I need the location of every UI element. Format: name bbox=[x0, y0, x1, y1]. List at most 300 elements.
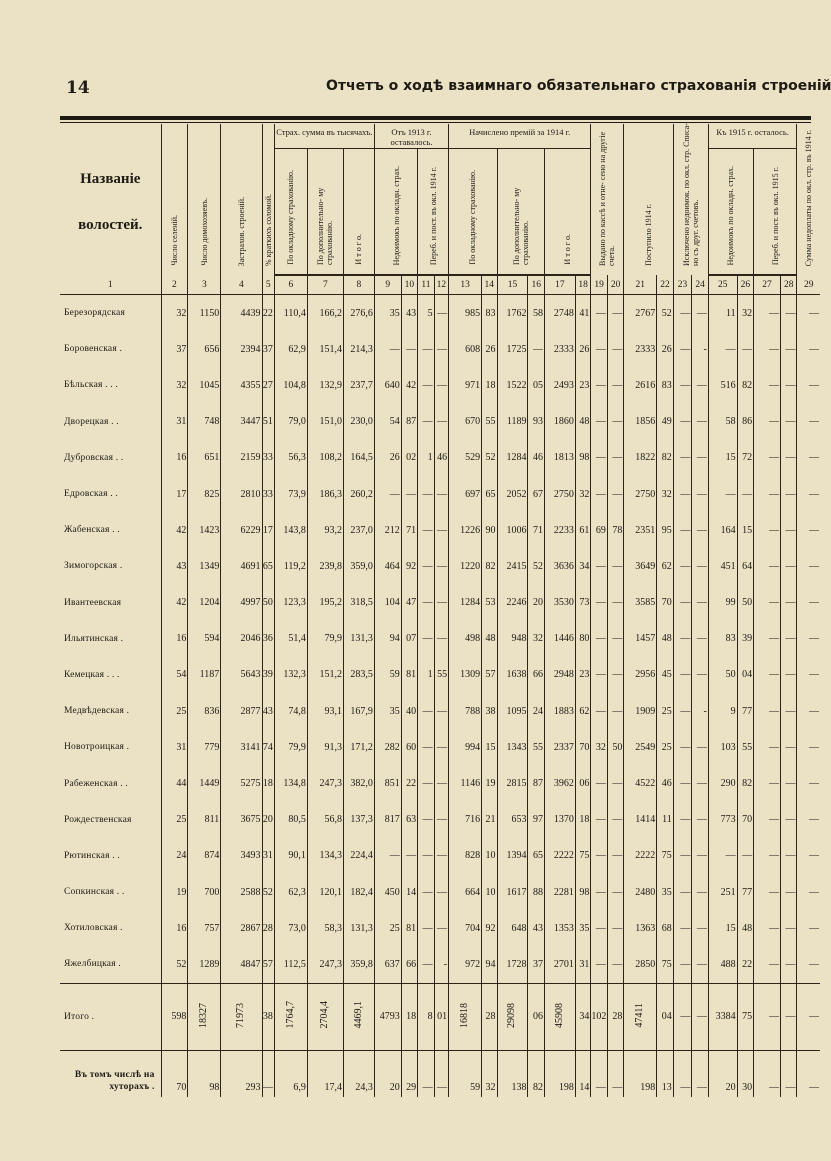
table-cell: — bbox=[692, 946, 708, 983]
table-cell: 67 bbox=[528, 476, 544, 512]
table-cell: 20 bbox=[262, 802, 274, 838]
table-cell: 25 bbox=[657, 693, 673, 729]
table-cell: 2701 bbox=[544, 946, 575, 983]
col-villages-label: Число селеній. bbox=[169, 215, 179, 266]
table-cell: 06 bbox=[528, 983, 544, 1050]
table-cell: 93,2 bbox=[307, 512, 343, 548]
table-cell: 80,5 bbox=[274, 802, 307, 838]
table-cell: 90 bbox=[482, 512, 497, 548]
table-cell: 382,0 bbox=[343, 765, 374, 801]
table-cell: 359,8 bbox=[343, 946, 374, 983]
table-cell: — bbox=[607, 476, 623, 512]
table-cell: 594 bbox=[188, 621, 221, 657]
table-cell: — bbox=[754, 331, 781, 367]
table-cell: — bbox=[692, 548, 708, 584]
total-value: 2704,4 bbox=[319, 1001, 331, 1029]
table-cell: — bbox=[780, 548, 797, 584]
table-cell: — bbox=[692, 295, 708, 332]
table-cell: — bbox=[754, 512, 781, 548]
table-cell: 1449 bbox=[188, 765, 221, 801]
table-cell: — bbox=[418, 802, 434, 838]
table-cell: 2549 bbox=[624, 729, 657, 765]
table-cell: 1006 bbox=[497, 512, 528, 548]
column-number: 11 bbox=[418, 275, 434, 295]
table-cell: 164 bbox=[708, 512, 737, 548]
table-cell: 31 bbox=[161, 729, 188, 765]
table-cell: 75 bbox=[657, 838, 673, 874]
column-number: 27 bbox=[754, 275, 781, 295]
volost-name: Кемецкая . . . bbox=[64, 669, 120, 680]
table-cell: 529 bbox=[449, 440, 482, 476]
table-cell: — bbox=[434, 874, 448, 910]
table-cell: 28 bbox=[482, 983, 497, 1050]
table-cell: 47 bbox=[401, 585, 417, 621]
group-to-1915: Къ 1915 г. осталось. bbox=[708, 124, 797, 149]
table-cell: 2415 bbox=[497, 548, 528, 584]
table-row bbox=[60, 765, 820, 801]
table-cell: 36 bbox=[262, 621, 274, 657]
table-cell: — bbox=[607, 657, 623, 693]
volost-name: Березорядская bbox=[64, 308, 126, 319]
table-row bbox=[60, 440, 820, 476]
table-cell: 3530 bbox=[544, 585, 575, 621]
column-number: 28 bbox=[780, 275, 797, 295]
table-cell: 26 bbox=[482, 331, 497, 367]
table-cell: 1289 bbox=[188, 946, 221, 983]
table-cell: 608 bbox=[449, 331, 482, 367]
table-cell: 25 bbox=[161, 802, 188, 838]
table-cell: 656 bbox=[188, 331, 221, 367]
table-cell: 31 bbox=[575, 946, 590, 983]
table-cell: — bbox=[434, 802, 448, 838]
table-cell: 79,9 bbox=[274, 729, 307, 765]
table-cell: — bbox=[754, 548, 781, 584]
table-cell: — bbox=[692, 476, 708, 512]
table-cell: — bbox=[754, 838, 781, 874]
col-overpaid-1913-label: Переб. и пост. въ окл. 1914 г. bbox=[428, 166, 438, 265]
table-row bbox=[60, 585, 820, 621]
table-cell: 59 bbox=[449, 1050, 482, 1097]
table-cell: — bbox=[780, 802, 797, 838]
table-cell: 598 bbox=[161, 983, 188, 1050]
table-cell: — bbox=[692, 765, 708, 801]
column-number: 6 bbox=[274, 275, 307, 295]
table-cell: 1522 bbox=[497, 367, 528, 403]
table-cell: — bbox=[673, 585, 692, 621]
page-number: 14 bbox=[66, 78, 90, 98]
table-cell: 2222 bbox=[544, 838, 575, 874]
table-cell: 15 bbox=[708, 910, 737, 946]
table-cell: 42 bbox=[401, 367, 417, 403]
table-cell: 59 bbox=[374, 657, 401, 693]
table-cell: — bbox=[434, 295, 448, 332]
table-cell: 82 bbox=[482, 548, 497, 584]
table-cell: 26 bbox=[374, 440, 401, 476]
col-prem-additional-label: По дополнительно- му страхованію. bbox=[511, 187, 530, 265]
table-cell bbox=[221, 983, 262, 1050]
table-cell: 02 bbox=[401, 440, 417, 476]
col-prem-regular-label: По окладному страхованію. bbox=[468, 170, 478, 265]
volost-name: Новотроицкая . bbox=[64, 742, 130, 753]
table-cell: 62,3 bbox=[274, 874, 307, 910]
table-cell: 5643 bbox=[221, 657, 262, 693]
total-value: 29098 bbox=[506, 1002, 518, 1028]
table-cell: 224,4 bbox=[343, 838, 374, 874]
total-value: 18327 bbox=[198, 1002, 210, 1028]
table-cell: 4522 bbox=[624, 765, 657, 801]
table-cell: 247,3 bbox=[307, 946, 343, 983]
table-cell: 4439 bbox=[221, 295, 262, 332]
table-cell: 58 bbox=[528, 295, 544, 332]
table-cell: 697 bbox=[449, 476, 482, 512]
table-cell: 4847 bbox=[221, 946, 262, 983]
table-cell: — bbox=[780, 404, 797, 440]
total-value: 4469,1 bbox=[352, 1001, 364, 1029]
table-cell: 11 bbox=[708, 295, 737, 332]
volost-name: Сопкинская . . bbox=[64, 887, 125, 898]
table-cell: 52 bbox=[161, 946, 188, 983]
volost-name: Бѣльская . . . bbox=[64, 380, 119, 391]
col-arrears-1915 bbox=[708, 149, 753, 276]
table-cell: — bbox=[528, 331, 544, 367]
volost-name: Рождественская bbox=[64, 814, 132, 825]
table-cell: — bbox=[797, 440, 820, 476]
table-cell: 2616 bbox=[624, 367, 657, 403]
table-cell: 55 bbox=[737, 729, 753, 765]
table-cell: 1187 bbox=[188, 657, 221, 693]
table-cell: — bbox=[401, 476, 417, 512]
table-cell: 32 bbox=[591, 729, 607, 765]
table-row bbox=[60, 331, 820, 367]
table-cell: 20 bbox=[708, 1050, 737, 1097]
table-cell: 5275 bbox=[221, 765, 262, 801]
table-cell: 120,1 bbox=[307, 874, 343, 910]
table-cell: 75 bbox=[737, 983, 753, 1050]
table-cell: 32 bbox=[528, 621, 544, 657]
table-cell: 1394 bbox=[497, 838, 528, 874]
table-cell: 137,3 bbox=[343, 802, 374, 838]
table-cell: 87 bbox=[528, 765, 544, 801]
col-underpayment-label: Сумма недоплаты по окл. стр. въ 1914 г. bbox=[804, 129, 814, 266]
table-cell bbox=[343, 983, 374, 1050]
table-cell: 18 bbox=[401, 983, 417, 1050]
table-cell: 35 bbox=[575, 910, 590, 946]
table-cell: — bbox=[591, 657, 607, 693]
table-cell: — bbox=[418, 621, 434, 657]
table-cell: 1370 bbox=[544, 802, 575, 838]
table-cell: 20 bbox=[528, 585, 544, 621]
table-cell: — bbox=[754, 440, 781, 476]
table-cell: — bbox=[797, 621, 820, 657]
table-cell: 28 bbox=[607, 983, 623, 1050]
table-cell: 77 bbox=[737, 693, 753, 729]
table-cell: 83 bbox=[657, 367, 673, 403]
table-cell: — bbox=[374, 838, 401, 874]
total-value: 47411 bbox=[634, 1002, 646, 1028]
table-cell: — bbox=[754, 295, 781, 332]
table-cell: — bbox=[607, 585, 623, 621]
table-cell: 52 bbox=[528, 548, 544, 584]
col-excluded-arrears bbox=[673, 124, 708, 275]
volost-name: Жабенская . . bbox=[64, 525, 120, 536]
table-cell: — bbox=[692, 729, 708, 765]
table-cell: 198 bbox=[544, 1050, 575, 1097]
table-cell: 73,0 bbox=[274, 910, 307, 946]
table-cell: — bbox=[692, 983, 708, 1050]
table-cell: 773 bbox=[708, 802, 737, 838]
table-cell: — bbox=[607, 910, 623, 946]
table-cell: 65 bbox=[262, 548, 274, 584]
table-cell: — bbox=[434, 838, 448, 874]
table-cell: — bbox=[591, 874, 607, 910]
table-cell: 2333 bbox=[624, 331, 657, 367]
table-cell: 30 bbox=[737, 1050, 753, 1097]
table-cell: 239,8 bbox=[307, 548, 343, 584]
volost-name: Ивантеевская bbox=[64, 597, 122, 608]
table-cell: 01 bbox=[434, 983, 448, 1050]
table-cell: — bbox=[418, 331, 434, 367]
table-cell: — bbox=[754, 657, 781, 693]
table-cell: — bbox=[607, 548, 623, 584]
table-cell: 1423 bbox=[188, 512, 221, 548]
column-number: 7 bbox=[307, 275, 343, 295]
table-cell: — bbox=[692, 367, 708, 403]
table-cell: 2222 bbox=[624, 838, 657, 874]
table-cell: 1728 bbox=[497, 946, 528, 983]
table-cell: — bbox=[434, 548, 448, 584]
table-cell: 04 bbox=[657, 983, 673, 1050]
table-cell: — bbox=[591, 802, 607, 838]
table-cell: 66 bbox=[401, 946, 417, 983]
table-cell: 15 bbox=[708, 440, 737, 476]
table-cell: 98 bbox=[575, 874, 590, 910]
table-cell: 17,4 bbox=[307, 1050, 343, 1097]
table-cell: — bbox=[434, 512, 448, 548]
table-cell: 182,4 bbox=[343, 874, 374, 910]
table-cell: — bbox=[591, 404, 607, 440]
column-number: 15 bbox=[497, 275, 528, 295]
table-row bbox=[60, 802, 820, 838]
table-cell: 16 bbox=[161, 440, 188, 476]
table-cell: 138 bbox=[497, 1050, 528, 1097]
table-cell: 32 bbox=[657, 476, 673, 512]
table-cell: 1353 bbox=[544, 910, 575, 946]
table-cell: 637 bbox=[374, 946, 401, 983]
table-row bbox=[60, 621, 820, 657]
table-cell: — bbox=[673, 838, 692, 874]
column-number: 25 bbox=[708, 275, 737, 295]
table-cell: 971 bbox=[449, 367, 482, 403]
table-cell: — bbox=[780, 512, 797, 548]
col-villages bbox=[161, 124, 188, 275]
table-cell: 62 bbox=[657, 548, 673, 584]
table-cell: — bbox=[673, 1050, 692, 1097]
table-cell: — bbox=[797, 946, 820, 983]
table-cell: — bbox=[780, 946, 797, 983]
running-title: Отчетъ о ходѣ взаимнаго обязательнаго страхованія строеній bbox=[326, 78, 831, 94]
table-cell: 66 bbox=[528, 657, 544, 693]
table-cell: 9 bbox=[708, 693, 737, 729]
table-cell: — bbox=[591, 585, 607, 621]
table-cell: 52 bbox=[657, 295, 673, 332]
table-cell: 6,9 bbox=[274, 1050, 307, 1097]
table-cell: 3141 bbox=[221, 729, 262, 765]
column-number: 4 bbox=[221, 275, 262, 295]
table-cell: — bbox=[780, 910, 797, 946]
col-sum-total bbox=[343, 149, 374, 276]
table-cell: — bbox=[434, 585, 448, 621]
table-cell: 874 bbox=[188, 838, 221, 874]
table-cell: — bbox=[418, 765, 434, 801]
col-excluded-arrears-label: Исключено недоимок. по окл. стр. Списа- но съ друг. счетовъ. bbox=[681, 123, 700, 266]
volost-name: Едровская . . bbox=[64, 489, 118, 500]
table-cell: — bbox=[434, 1050, 448, 1097]
table-cell: 94 bbox=[482, 946, 497, 983]
table-cell: 37 bbox=[161, 331, 188, 367]
table-cell: 77 bbox=[737, 874, 753, 910]
table-cell: — bbox=[591, 621, 607, 657]
total-value: 71973 bbox=[235, 1002, 247, 1028]
table-cell: — bbox=[797, 331, 820, 367]
table-cell: — bbox=[673, 548, 692, 584]
column-number: 3 bbox=[188, 275, 221, 295]
table-cell: 6229 bbox=[221, 512, 262, 548]
table-cell bbox=[307, 983, 343, 1050]
table-cell: 779 bbox=[188, 729, 221, 765]
table-cell: — bbox=[418, 512, 434, 548]
table-cell: 73,9 bbox=[274, 476, 307, 512]
table-cell: 104 bbox=[374, 585, 401, 621]
col-overpaid-1915 bbox=[754, 149, 797, 276]
table-cell: 15 bbox=[737, 512, 753, 548]
table-cell: — bbox=[780, 331, 797, 367]
table-cell: — bbox=[673, 693, 692, 729]
insurance-report-table bbox=[60, 124, 820, 1097]
table-cell: 55 bbox=[528, 729, 544, 765]
table-cell: 3962 bbox=[544, 765, 575, 801]
table-cell: — bbox=[591, 910, 607, 946]
volost-name: Яжелбицкая . bbox=[64, 959, 121, 970]
table-cell: 75 bbox=[657, 946, 673, 983]
table-cell: — bbox=[607, 693, 623, 729]
table-cell: 32 bbox=[575, 476, 590, 512]
table-cell: — bbox=[673, 983, 692, 1050]
table-cell: 34 bbox=[575, 548, 590, 584]
table-cell: 108,2 bbox=[307, 440, 343, 476]
table-cell: 171,2 bbox=[343, 729, 374, 765]
table-cell: 14 bbox=[401, 874, 417, 910]
table-cell: — bbox=[692, 838, 708, 874]
table-cell: 93 bbox=[528, 404, 544, 440]
table-body bbox=[60, 275, 820, 1097]
table-cell: 61 bbox=[575, 512, 590, 548]
table-cell: — bbox=[692, 657, 708, 693]
table-cell: 50 bbox=[607, 729, 623, 765]
table-cell: 52 bbox=[482, 440, 497, 476]
table-row bbox=[60, 946, 820, 983]
table-cell: 21 bbox=[482, 802, 497, 838]
table-cell: 3384 bbox=[708, 983, 737, 1050]
table-cell: 5 bbox=[418, 295, 434, 332]
table-cell: 56,3 bbox=[274, 440, 307, 476]
table-cell: 57 bbox=[482, 657, 497, 693]
table-cell: 2948 bbox=[544, 657, 575, 693]
table-cell: — bbox=[797, 476, 820, 512]
column-number: 12 bbox=[434, 275, 448, 295]
table-cell: 48 bbox=[575, 404, 590, 440]
table-cell: — bbox=[754, 476, 781, 512]
table-cell: — bbox=[797, 585, 820, 621]
table-cell: 48 bbox=[657, 621, 673, 657]
table-cell: 06 bbox=[575, 765, 590, 801]
table-cell: — bbox=[692, 802, 708, 838]
table-cell: 81 bbox=[401, 910, 417, 946]
table-cell: — bbox=[591, 946, 607, 983]
table-cell: 25 bbox=[374, 910, 401, 946]
col-prem-total-label: И т о г о. bbox=[563, 234, 573, 265]
table-cell: 83 bbox=[708, 621, 737, 657]
table-cell: 17 bbox=[161, 476, 188, 512]
table-cell: 1349 bbox=[188, 548, 221, 584]
table-cell: 2767 bbox=[624, 295, 657, 332]
table-cell: 2750 bbox=[544, 476, 575, 512]
table-cell: 05 bbox=[528, 367, 544, 403]
table-cell: 32 bbox=[161, 367, 188, 403]
table-cell: — bbox=[780, 874, 797, 910]
table-cell: 2233 bbox=[544, 512, 575, 548]
table-cell: 32 bbox=[482, 1050, 497, 1097]
table-cell: 39 bbox=[262, 657, 274, 693]
table-cell: — bbox=[607, 404, 623, 440]
column-number: 23 bbox=[673, 275, 692, 295]
table-cell: 1617 bbox=[497, 874, 528, 910]
table-cell: 24 bbox=[528, 693, 544, 729]
col-arrears-1913 bbox=[374, 149, 417, 276]
table-cell: 94 bbox=[374, 621, 401, 657]
group-insured-sum: Страх. сумма въ тысячахъ. bbox=[274, 124, 374, 149]
column-number: 26 bbox=[737, 275, 753, 295]
volost-name: Ильятинская . bbox=[64, 633, 124, 644]
table-cell: 29 bbox=[401, 1050, 417, 1097]
table-cell: 86 bbox=[737, 404, 753, 440]
table-cell: 2956 bbox=[624, 657, 657, 693]
table-cell: 33 bbox=[262, 476, 274, 512]
table-cell: 26 bbox=[575, 331, 590, 367]
table-row bbox=[60, 838, 820, 874]
table-cell: 97 bbox=[528, 802, 544, 838]
col-paid-out-label: Выдано по кассѣ и отне- сено на другіе счета. bbox=[598, 131, 617, 266]
table-cell: 82 bbox=[528, 1050, 544, 1097]
table-cell: — bbox=[607, 802, 623, 838]
table-cell: — bbox=[797, 1050, 820, 1097]
table-cell: 18 bbox=[575, 802, 590, 838]
table-cell: 131,3 bbox=[343, 621, 374, 657]
table-cell: — bbox=[797, 295, 820, 332]
table-cell: — bbox=[673, 765, 692, 801]
col-regular-insurance-label: По окладному страхованію. bbox=[286, 170, 296, 265]
table-row bbox=[60, 874, 820, 910]
table-cell: 18 bbox=[482, 367, 497, 403]
table-cell: — bbox=[434, 693, 448, 729]
table-row bbox=[60, 729, 820, 765]
col-regular-insurance bbox=[274, 149, 307, 276]
table-cell: 359,0 bbox=[343, 548, 374, 584]
table-cell: — bbox=[797, 838, 820, 874]
table-cell: 37 bbox=[528, 946, 544, 983]
table-cell: 51,4 bbox=[274, 621, 307, 657]
table-cell: 1762 bbox=[497, 295, 528, 332]
table-cell: — bbox=[607, 765, 623, 801]
